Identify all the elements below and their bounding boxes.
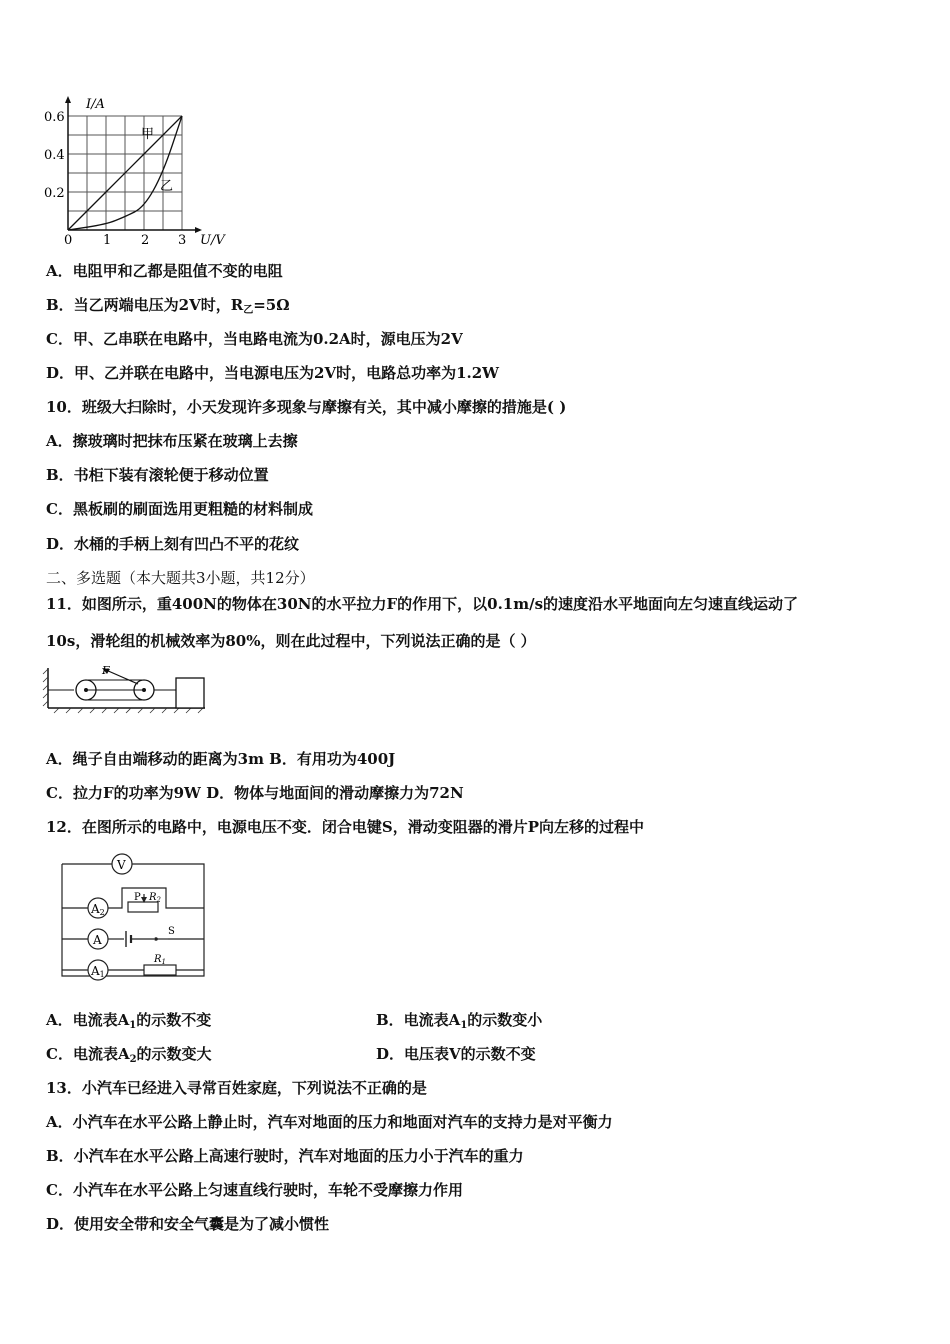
r2-subscript: 2 <box>156 896 161 904</box>
q10-option-b: B．书柜下装有滚轮便于移动位置 <box>46 466 269 484</box>
iu-graph <box>40 92 240 252</box>
q12-option-a <box>46 1010 211 1036</box>
x-tick-label: 2 <box>141 233 150 248</box>
circuit-figure <box>56 850 216 988</box>
q11-options-cd: C．拉力F的功率为9W D．物体与地面间的滑动摩擦力为72N <box>46 784 464 802</box>
section-2-title: 二、多选题（本大题共3小题，共12分） <box>46 569 315 587</box>
q12-option-c-subscript: 2 <box>129 1054 137 1065</box>
x-axis-label: U/V <box>200 233 225 248</box>
r1-letter: R <box>154 954 162 965</box>
q12-option-b-text: B．电流表A <box>376 1011 461 1029</box>
force-label: F <box>102 664 110 677</box>
force-arrow <box>106 670 138 684</box>
x-tick-label: 1 <box>103 233 112 248</box>
q12-option-c-tail: 的示数变大 <box>136 1045 212 1063</box>
curve-jia-label: 甲 <box>141 127 155 142</box>
pulley-figure <box>40 662 210 718</box>
q11-stem-line-2: 10s，滑轮组的机械效率为80%，则在此过程中，下列说法正确的是（ ） <box>46 632 536 650</box>
ammeter-a2-subscript: 2 <box>99 908 105 917</box>
x-tick-label: 0 <box>64 233 73 248</box>
y-tick-label: 0.6 <box>44 110 65 125</box>
circuit-wires <box>62 864 204 976</box>
y-axis-label: I/A <box>86 97 105 112</box>
y-tick-label: 0.2 <box>44 186 65 201</box>
voltmeter-label: V <box>117 858 126 872</box>
rheostat-r2 <box>128 902 158 912</box>
q13-stem: 13．小汽车已经进入寻常百姓家庭，下列说法不正确的是 <box>46 1079 427 1097</box>
q9-option-d: D．甲、乙并联在电路中，当电源电压为2V时，电路总功率为1.2W <box>46 364 500 382</box>
q10-option-a: A．擦玻璃时把抹布压紧在玻璃上去擦 <box>46 432 298 450</box>
q13-option-b: B．小汽车在水平公路上高速行驶时，汽车对地面的压力小于汽车的重力 <box>46 1147 524 1165</box>
q12-option-c-text: C．电流表A <box>46 1045 130 1063</box>
r2-label <box>148 892 162 904</box>
q10-option-d: D．水桶的手柄上刻有凹凸不平的花纹 <box>46 535 300 553</box>
ammeter-a1-letter: A <box>91 964 100 978</box>
q10-stem: 10．班级大扫除时，小天发现许多现象与摩擦有关，其中减小摩擦的措施是( ) <box>46 398 567 416</box>
q11-options-ab: A．绳子自由端移动的距离为3m B．有用功为400J <box>46 750 396 768</box>
q11-stem-line-1: 11．如图所示，重400N的物体在30N的水平拉力F的作用下，以0.1m/s的速度沿水平地面向左匀速直线运动了 <box>46 595 799 613</box>
q12-option-c <box>46 1044 212 1070</box>
q13-option-c: C．小汽车在水平公路上匀速直线行驶时，车轮不受摩擦力作用 <box>46 1181 463 1199</box>
r1-label <box>153 954 166 966</box>
slider-label: P <box>134 892 141 903</box>
q12-option-a-tail: 的示数不变 <box>136 1011 212 1029</box>
curve-yi-label: 乙 <box>160 179 174 194</box>
resistor-r1 <box>144 965 176 975</box>
ammeter-a1-subscript: 1 <box>99 970 105 979</box>
q12-option-b <box>376 1010 542 1036</box>
ammeter-a-label: A <box>93 933 102 947</box>
q10-option-c: C．黑板刷的刷面选用更粗糙的材料制成 <box>46 500 313 518</box>
y-axis-arrow-icon <box>65 96 71 103</box>
q13-option-d: D．使用安全带和安全气囊是为了减小惯性 <box>46 1215 330 1233</box>
q12-option-a-text: A．电流表A <box>46 1011 130 1029</box>
q13-option-a: A．小汽车在水平公路上静止时，汽车对地面的压力和地面对汽车的支持力是对平衡力 <box>46 1113 613 1131</box>
q12-option-b-tail: 的示数变小 <box>467 1011 543 1029</box>
r2-letter: R <box>149 892 157 903</box>
switch-label: S <box>168 926 175 937</box>
rope <box>86 680 176 700</box>
q9-option-c: C．甲、乙串联在电路中，当电路电流为0.2A时，源电压为2V <box>46 330 463 348</box>
q12-stem: 12．在图所示的电路中，电源电压不变．闭合电键S，滑动变阻器的滑片P向左移的过程中 <box>46 818 644 836</box>
y-tick-label: 0.4 <box>44 148 65 163</box>
q9-option-b-subscript: 乙 <box>243 305 254 316</box>
q9-option-b-text: B．当乙两端电压为2V时，R <box>46 296 244 314</box>
q9-option-b <box>46 295 290 321</box>
q12-option-d: D．电压表V的示数不变 <box>376 1045 536 1063</box>
q9-option-a: A．电阻甲和乙都是阻值不变的电阻 <box>46 262 283 280</box>
block <box>176 678 204 708</box>
r1-subscript: 1 <box>161 958 166 966</box>
q12-option-b-subscript: 1 <box>460 1020 468 1031</box>
q12-option-a-subscript: 1 <box>129 1020 137 1031</box>
q9-option-b-value: =5Ω <box>253 296 290 314</box>
ammeter-a2-letter: A <box>91 902 100 916</box>
x-tick-label: 3 <box>178 233 187 248</box>
